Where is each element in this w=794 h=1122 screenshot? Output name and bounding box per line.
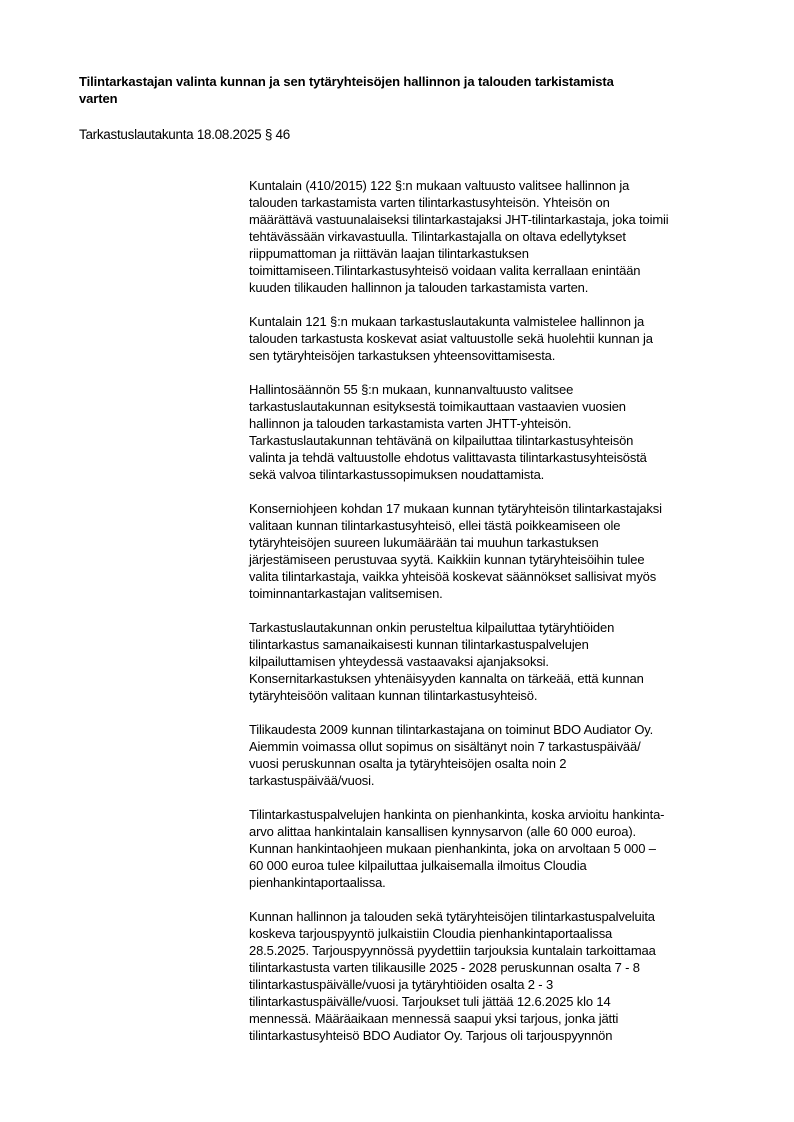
paragraph-line: arvo alittaa hankintalain kansallisen kynnysarvon (alle 60 000 euroa). <box>249 824 636 839</box>
document-body <box>249 177 779 1061</box>
paragraph <box>249 177 779 296</box>
paragraph-line: tilintarkastusyhteisö BDO Audiator Oy. Tarjous oli tarjouspyynnön <box>249 1028 613 1043</box>
paragraph-line: tytäryhteisöön valitaan kunnan tilintarkastusyhteisö. <box>249 688 538 703</box>
paragraph-line: Konsernitarkastuksen yhtenäisyyden kannalta on tärkeää, että kunnan <box>249 671 644 686</box>
paragraph-line: sekä valvoa tilintarkastussopimuksen noudattamista. <box>249 467 545 482</box>
meeting-reference: Tarkastuslautakunta 18.08.2025 § 46 <box>79 127 290 142</box>
title-line: varten <box>79 91 118 106</box>
paragraph-line: 28.5.2025. Tarjouspyynnössä pyydettiin tarjouksia kuntalain tarkoittamaa <box>249 943 656 958</box>
paragraph-line: riippumattoman ja riittävän laajan tilintarkastuksen <box>249 246 529 261</box>
paragraph-line: tilintarkastus samanaikaisesti kunnan tilintarkastuspalvelujen <box>249 637 589 652</box>
paragraph-line: talouden tarkastamista varten tilintarkastusyhteisön. Yhteisön on <box>249 195 610 210</box>
title-line: Tilintarkastajan valinta kunnan ja sen tytäryhteisöjen hallinnon ja talouden tarkistamista <box>79 74 614 89</box>
paragraph-line: järjestämiseen perustuvaa syytä. Kaikkiin kunnan tytäryhteisöihin tulee <box>249 552 645 567</box>
paragraph-line: Kunnan hallinnon ja talouden sekä tytäryhteisöjen tilintarkastuspalveluita <box>249 909 655 924</box>
paragraph <box>249 619 779 704</box>
paragraph-line: tarkastuspäivää/vuosi. <box>249 773 375 788</box>
paragraph-line: tilintarkastuspäivälle/vuosi ja tytäryhtiöiden osalta 2 - 3 <box>249 977 554 992</box>
paragraph-line: Tarkastuslautakunnan tehtävänä on kilpailuttaa tilintarkastusyhteisön <box>249 433 634 448</box>
paragraph-line: Kuntalain 121 §:n mukaan tarkastuslautakunta valmistelee hallinnon ja <box>249 314 645 329</box>
paragraph-line: tilintarkastuspäivälle/vuosi. Tarjoukset tuli jättää 12.6.2025 klo 14 <box>249 994 611 1009</box>
paragraph-line: tehtävässään virkavastuulla. Tilintarkastajalla on oltava edellytykset <box>249 229 626 244</box>
paragraph-line: sen tytäryhteisöjen tarkastuksen yhteensovittamisesta. <box>249 348 556 363</box>
paragraph-line: kuuden tilikauden hallinnon ja talouden tarkastamista varten. <box>249 280 589 295</box>
document-title <box>79 73 739 107</box>
paragraph-line: valitaan kunnan tilintarkastusyhteisö, ellei tästä poikkeamiseen ole <box>249 518 621 533</box>
paragraph-line: mennessä. Määräaikaan mennessä saapui yksi tarjous, jonka jätti <box>249 1011 619 1026</box>
paragraph-line: vuosi peruskunnan osalta ja tytäryhteisöjen osalta noin 2 <box>249 756 567 771</box>
paragraph-line: talouden tarkastusta koskevat asiat valtuustolle sekä huolehtii kunnan ja <box>249 331 653 346</box>
paragraph-line: valita tilintarkastaja, vaikka yhteisöä koskevat säännökset sallisivat myös <box>249 569 657 584</box>
paragraph-line: valinta ja tehdä valtuustolle ehdotus valittavasta tilintarkastusyhteisöstä <box>249 450 647 465</box>
paragraph-line: tilintarkastusta varten tilikausille 2025 - 2028 peruskunnan osalta 7 - 8 <box>249 960 640 975</box>
paragraph-line: Tilintarkastuspalvelujen hankinta on pienhankinta, koska arvioitu hankinta- <box>249 807 665 822</box>
paragraph-line: pienhankintaportaalissa. <box>249 875 386 890</box>
paragraph-line: koskeva tarjouspyyntö julkaistiin Cloudia pienhankintaportaalissa <box>249 926 613 941</box>
paragraph-line: toimittamiseen.Tilintarkastusyhteisö voidaan valita kerrallaan enintään <box>249 263 641 278</box>
paragraph-line: Aiemmin voimassa ollut sopimus on sisältänyt noin 7 tarkastuspäivää/ <box>249 739 641 754</box>
paragraph-line: tarkastuslautakunnan esityksestä toimikauttaan vastaavien vuosien <box>249 399 626 414</box>
paragraph <box>249 721 779 789</box>
paragraph-line: toiminnantarkastajan valitsemisen. <box>249 586 443 601</box>
paragraph-line: kilpailuttamisen yhteydessä vastaavaksi ajanjaksoksi. <box>249 654 549 669</box>
paragraph-line: 60 000 euroa tulee kilpailuttaa julkaisemalla ilmoitus Cloudia <box>249 858 587 873</box>
paragraph-line: Hallintosäännön 55 §:n mukaan, kunnanvaltuusto valitsee <box>249 382 574 397</box>
paragraph-line: Tilikaudesta 2009 kunnan tilintarkastajana on toiminut BDO Audiator Oy. <box>249 722 654 737</box>
paragraph <box>249 313 779 364</box>
paragraph <box>249 806 779 891</box>
paragraph-line: Konserniohjeen kohdan 17 mukaan kunnan tytäryhteisön tilintarkastajaksi <box>249 501 662 516</box>
paragraph-line: Kunnan hankintaohjeen mukaan pienhankinta, joka on arvoltaan 5 000 – <box>249 841 656 856</box>
paragraph-line: määrättävä vastuunalaiseksi tilintarkastajaksi JHT-tilintarkastaja, joka toimii <box>249 212 669 227</box>
paragraph <box>249 381 779 483</box>
paragraph <box>249 500 779 602</box>
paragraph-line: Kuntalain (410/2015) 122 §:n mukaan valtuusto valitsee hallinnon ja <box>249 178 630 193</box>
paragraph-line: tytäryhteisöjen suureen lukumäärään tai muuhun tarkastuksen <box>249 535 599 550</box>
paragraph-line: hallinnon ja talouden tarkastamista varten JHTT-yhteisön. <box>249 416 572 431</box>
paragraph-line: Tarkastuslautakunnan onkin perusteltua kilpailuttaa tytäryhtiöiden <box>249 620 615 635</box>
paragraph <box>249 908 779 1044</box>
